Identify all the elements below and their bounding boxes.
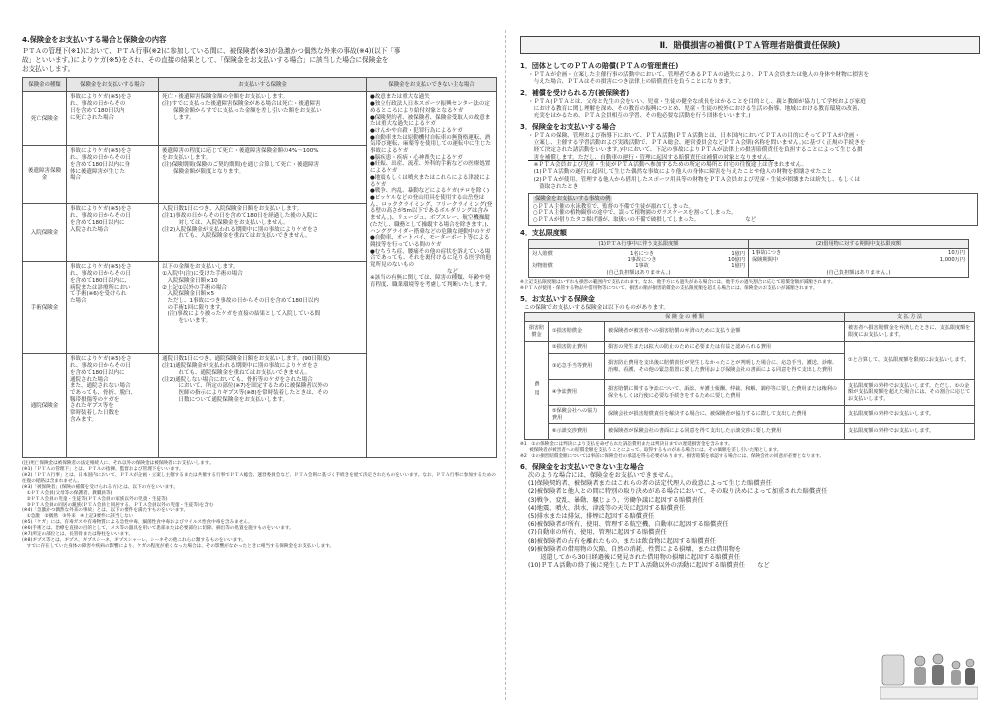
text-line: における教育に関し理解を深め、その教育の振興につとめ、児童・生徒の校外における生活の指導、地域における教育環境の改善、 — [528, 105, 864, 112]
text-line: この保険でお支払いする保険金は以下のものがあります。 — [524, 304, 669, 311]
list-item: (3)戦争、変乱、暴動、騒じょう、労働争議に起因する賠償責任 — [528, 496, 704, 504]
cell-line: 病院または診療所におい — [70, 284, 131, 291]
lead-line: 故」といいます。)によりケガ(※5)をされ、その直接の結果として、「保険金をお支払いする場合」に該当した場合に保険金を — [22, 55, 389, 64]
table-row — [525, 424, 975, 440]
limit-head-borrowed: (2)借用物に対する期間中支払限度額 — [749, 239, 969, 248]
cell-line: 靱帯損傷等のケガを — [70, 396, 120, 403]
footnote: (※5)「ケガ」には、有毒ガスや有毒物質による急性中毒、細菌性食中毒およびウイルス性食中毒を含みません。 — [22, 520, 253, 526]
footnote: ①ＰＴＡ会員(父母等の保護者、教職員等) — [22, 490, 113, 496]
exclusion-item: ●自動車または原動機付自転車の無資格運転、酒気帯び運転、麻薬等を使用しての運転中に生じた事故によるケガ — [370, 134, 492, 155]
column-divider — [505, 30, 506, 700]
cell-line: します。 — [162, 114, 195, 121]
section-title-insurance-payment: 4.保険金をお支払いする場合と保険金の内容 — [22, 35, 167, 44]
table-header-row — [525, 312, 975, 321]
pay-method: 支払限度額の外枠でお支払いします。 — [845, 424, 975, 440]
heading-insured: 2．補償を受けられる方(被保険者) — [520, 89, 630, 98]
exclusion-note: ※該当の有無に関しては、障害の種類、年齢や発育程度、職業環境等を考慮して判断いたします。 — [370, 275, 491, 289]
cell-line: れても、通院保険金を重ねてはお支払いできません。 — [162, 369, 311, 376]
left-column — [22, 36, 496, 550]
limit-unit: 1名につき — [630, 250, 655, 257]
footnote: (※1)「ＰＴＡの管理下」とは、ＰＴＡの指揮、監督および管理下をいいます。 — [22, 467, 184, 473]
cell-line: れ、事故の日からその日 — [70, 271, 131, 278]
cell-line: (注)すでに支払った後遺障害保険金がある場合は死亡・後遺障害 — [162, 101, 321, 108]
pay-head-method: 支 払 方 法 — [845, 312, 975, 321]
text-line: 充実をはかるため、ＰＴＡ会員相互の学習、その他必要な活動を行う団体をいいます。) — [528, 113, 751, 120]
text-block — [528, 72, 978, 87]
example-line: ○ＰＴＡ主催の植物観察の途中で、誤って植物園のガラスケースを割ってしまった。 — [533, 210, 737, 217]
pay-desc: 保険会社が損害賠償責任を解決する場合に、被保険者が協力するに際して支出した費用 — [605, 406, 845, 424]
cell-line: 入院保険金日額×5 — [162, 291, 215, 298]
exclusion-item: ●地震もしくは噴火またはこれらによる津波によるケガ — [370, 174, 491, 188]
note-line: ※上記支払限度額はいずれも損害の範囲内で支払われます。なお、他手方にも過失がある場合には、他手方の過失割合に応じて賠償金額が減額されます。 — [520, 280, 836, 286]
note-line: ※1 ①の保険金には判決により支払を命ぜられた訴訟費用または判決日までの遅延損害金を含みます。 — [520, 442, 733, 448]
row-when — [67, 92, 159, 146]
list-item: (9)被保険者の借用物の欠陥、自然の消耗、性質による損壊、または借用物を — [528, 545, 741, 553]
pay-item: ②損害防止費用 — [549, 342, 605, 354]
cell-line: ただし、1事故につき事故の日からその日を含めて180日以内 — [162, 297, 319, 304]
cell-line: れ、事故の日からその — [70, 101, 126, 108]
pay-item: ⑤保険会社への協力費用 — [549, 406, 605, 424]
cell-line: の手術1回に限ります。 — [162, 304, 226, 311]
pay-method: 支払限度額の外枠でお支払いします。ただし、①の金額が支払限度額を超えた場合には、その割合に応じてお支払いします。 — [845, 380, 975, 406]
cell-line: 以下の金額をお支払いします。 — [162, 264, 239, 271]
cell-line: れ、事故の日からその日 — [70, 213, 131, 220]
non-payment-list — [528, 480, 978, 570]
cell-line: ②上記①以外の手術の場合 — [162, 284, 227, 291]
cell-line: に死亡された場合 — [70, 114, 115, 121]
list-item: (8)被保険者の占有を離れたもの、または飲食物に起因する賠償責任 — [528, 537, 716, 545]
table-row — [525, 380, 975, 406]
note-line: 被保険者が被害者への賠償金額を支払うことによって、取得するものがある場合には、その価額を差し引いた額とします。 — [520, 447, 782, 453]
cell-line: をお支払いします。 — [162, 155, 212, 162]
table-row — [23, 92, 497, 146]
note-line: ※ＰＴＡが使用・保管する物品や借用物等について、損害の額が損害賠償金の支払限度額を超える場合には、保険金のお支払いが減額されます。 — [520, 286, 818, 292]
exclusion-item: ●故意または重大な過失 — [370, 94, 430, 101]
exclusion-item: など — [370, 268, 459, 275]
cell-line: において、所定の部位(※7)を固定するために被保険者以外の — [162, 383, 329, 390]
row-amount — [159, 92, 367, 146]
cell-line: ①入院中(注)に受けた手術の場合 — [162, 271, 243, 278]
heading-pta-liability: 1．団体としてのＰＴＡの賠償(ＰＴＡの管理責任) — [520, 62, 679, 70]
limit-unit: 保険期間中 — [752, 256, 778, 263]
footnote: (※8)ギプス等とは、ギプス、ギプスシーネ、ギプスシャーレ、シーネその他これらに類するものをいいます。 — [22, 537, 247, 543]
cell-line: (注)事故により被ったケガを直接の結果として入院している間 — [162, 311, 321, 318]
cell-line: た場合 — [70, 297, 87, 304]
limit-value: 1億円 — [731, 263, 745, 270]
list-item: (2)被保険者と他人との間に特別の取り決めがある場合において、その取り決めによって加重された賠償責任 — [528, 488, 828, 496]
exclusion-item: ●保険契約者、被保険者、保険金受取人の故意または重大な過失によるケガ — [370, 114, 491, 128]
pay-group: 損害賠償金 — [525, 322, 549, 342]
cell-line: 死亡・後遺障害保険金額の全額をお支払いします。 — [162, 94, 289, 101]
insurance-benefit-table — [22, 77, 497, 458]
list-item: (1)保険契約者、被保険者またはこれらの者の法定代理人の故意によって生じた賠償責任 — [528, 480, 772, 488]
cell-line: を含めて180日以内に、 — [70, 277, 130, 284]
cell-line: (注2)通院しない場合においても、骨折等のケガをされた場合 — [162, 376, 313, 383]
cell-line: 含みます。 — [70, 416, 98, 423]
cell-line: れ、事故の日からその日 — [70, 363, 131, 370]
exclusion-item: ●自動車、オートバイ、モーターボート等による競技等を行っている間のケガ — [370, 235, 490, 248]
cell-line: れても、入院保険金を重ねてはお支払いできません。 — [162, 233, 311, 240]
cell-line: 入院保険金日額×10 — [162, 277, 218, 284]
cell-line: を含めて180日以内に — [70, 369, 125, 376]
person-body — [932, 665, 944, 685]
table-header-type: 保険金の種類 — [23, 78, 67, 92]
example-box — [528, 193, 978, 226]
footnote: (※4)「急激かつ偶然な外来の事故」とは、以下の要件を満たすものをいいます。 — [22, 508, 189, 514]
row-type-hospital: 入院保険金 — [23, 204, 67, 262]
limit-value: 1億円 — [731, 250, 745, 257]
table-header-row — [529, 239, 969, 248]
table-header-amount: お支払いする保険金 — [159, 78, 367, 92]
person-head — [933, 654, 943, 664]
cell-line: また、通院されない場合 — [70, 383, 131, 390]
cell-line: を含めて180日以内に — [70, 219, 125, 226]
child-head — [952, 661, 960, 669]
heading-non-payment: 6．保険金をお支払いできない主な場合 — [520, 462, 644, 471]
text-line: 次のような場合には、保険金をお支払いできません。 — [528, 472, 677, 480]
limit-label: 対物賠償 — [532, 263, 553, 270]
pay-head-type: 保 険 金 の 種 類 — [525, 312, 845, 321]
cell-line: 常時装着した日数を — [70, 410, 120, 417]
limit-value: 10万円 — [948, 250, 965, 257]
text-line: ・ＰＴＡ(ＰＴＡとは、父母と先生の会をいい、児童・生徒の健全な成長をはかることを目的とし、親と教師が協力して学校および家庭 — [528, 98, 866, 105]
section-lead — [22, 47, 496, 74]
text-line: ・ＰＴＡの保険、管理および指導下において、ＰＴＡ活動(ＰＴＡ活動とは、日本国内においてＰＴＡの目的にそってＰＴＡが企画・ — [528, 132, 861, 139]
section-banner: Ⅱ．賠償損害の補償(ＰＴＡ管理者賠償責任保険) — [520, 36, 980, 54]
exclusion-item: ●脳疾患・疾病・心神喪失によるケガ — [370, 154, 463, 161]
cell-line: 事故によりケガ(※5)をさ — [70, 356, 132, 363]
text-line: ・ＰＴＡが企画・立案した主催行事の活動中において、管理者であるＰＴＡの過失により、ＰＴＡ会員または他人の身体や財物に損害を — [528, 71, 870, 78]
cell-line: 日を含めて180日以内 — [70, 107, 125, 114]
text-block — [528, 133, 978, 191]
cell-line: 事故によりケガ(※5)をさ — [70, 206, 132, 213]
cell-line: 対しては、入院保険金をお支払いしません。 — [162, 219, 289, 226]
board-shape — [882, 655, 904, 685]
pay-method: 支払限度額の外枠でお支払いします。 — [845, 406, 975, 424]
cell-line: されたギプス等を — [70, 403, 114, 410]
text-line: 与えた場合、ＰＴＡはその損害につき法律上の賠償責任を負うことになります。 — [528, 78, 735, 85]
cell-line: 保険金額が限度となります。 — [162, 168, 245, 175]
footnote: (※7)所定の部位とは、長管骨または脊柱をいいます。 — [22, 531, 134, 537]
cell-line: れ、事故の日からその日 — [70, 155, 131, 162]
heading-limit: 4．支払限度額 — [520, 229, 567, 238]
footnote: すでに存在していた身体の障害や疾病の影響により、ケガの程度が重くなった場合は、その影響がなかったときに相当する保険金をお支払いします。 — [22, 543, 335, 549]
lead-line: お支払いします。 — [22, 64, 75, 73]
pay-item: ④争訟費用 — [549, 380, 605, 406]
footnote: (※6)手術とは、治療を直接の目的として、メス等の器具を用いて患部または必要部位に切除、摘出等の処置を施すものをいいます。 — [22, 526, 294, 532]
table-row — [529, 249, 969, 278]
text-line: (2)ＰＴＡが使用、管理する他人から借用したスポーツ用具等の財物をＰＴＡ会員および児童・生徒が損壊または紛失し、もしくは — [528, 176, 861, 183]
pay-desc: 損害の発生または拡大の防止のために必要または有益と認められる費用 — [605, 342, 845, 354]
example-box-title: 保険金をお支払いする事故の例 — [535, 196, 611, 203]
heading-paid-benefits: 5．お支払いする保険金 — [520, 295, 595, 304]
text-line: 立案し、主催する学習活動および実践活動で、ＰＴＡ総会、運営委員会などＰＴＡ会則(名称を問いません。)に基づく正規の手続きを — [528, 140, 866, 147]
limit-head-event: (1)ＰＴＡ行事中に伴う支払限度額 — [529, 239, 749, 248]
limit-unit: 1事故につき — [752, 250, 782, 257]
cell-line: であっても、骨折、脱臼、 — [70, 389, 136, 396]
pay-desc: 損害賠償に関する争訟について、訴訟、弁護士報酬、仲裁、和解、調停等に要した費用または権利の保全もしくは行使に必要な手続きをするために要した費用 — [605, 380, 845, 406]
ground-shape — [880, 687, 978, 699]
footnote: ③ＰＴＡ会員の同居の親族(ＰＴＡ会員と同居する、ＰＴＡ会員以外の児童・生徒等)を含む — [22, 502, 214, 508]
pay-desc: 被保険者が保険会社の書面による同意を得て支出した示談交渉に要した費用 — [605, 424, 845, 440]
limit-table — [528, 239, 969, 278]
cell-line: (注1)通院保険金が支払われる期間中に別の事故によりケガをさ — [162, 363, 319, 370]
limit-cell-event — [529, 249, 749, 278]
row-type-outpatient: 通院保険金 — [23, 354, 67, 458]
row-type-surgery: 手術保険金 — [23, 262, 67, 354]
left-footnotes — [22, 461, 496, 549]
cell-line: て手術(※6)を受けられ — [70, 291, 127, 298]
row-type-disability: 後遺障害保険金 — [23, 146, 67, 204]
limit-value: 10億円 — [728, 256, 745, 263]
cell-line: をいいます。 — [162, 318, 212, 325]
note-line: ※2 ①の損害賠償金額については事前に保険会社の承認を得る必要があります。損害賠償を承認する場合には、保険会社の同意が必要となります。 — [520, 453, 825, 459]
cell-line: 通院日数1日につき、通院保険金日額をお支払いします。(90日限度) — [162, 356, 331, 363]
footnote: (注)死亡保険金は被保険者の法定相続人に、それ以外の保険金は被保険者にお支払いします。 — [22, 461, 214, 467]
limit-notes — [520, 280, 978, 292]
list-item: (4)地震、噴火、洪水、津波等の天災に起因する賠償責任 — [528, 504, 686, 512]
list-item: (7)自動車の所有、使用、管理に起因する賠償責任 — [528, 529, 667, 537]
row-amount — [159, 262, 367, 354]
limit-foot: (自己負担額はありません。) — [826, 269, 891, 276]
table-row — [525, 322, 975, 342]
person-body — [914, 667, 926, 685]
footnote: (※2)「ＰＴＡ行事」とは、日本国内において、ＰＴＡが企画・立案し主催するまたは共催する行事でＰＴＡ総会、運営委員会など、ＰＴＡ会則に基づく手続きを経て決定されたものをいいます。なお、ＰＴＡ行事に参加するための往復の経路は含まれません。 — [22, 473, 496, 485]
cell-line: 事故によりケガ(※5)をさ — [70, 148, 132, 155]
list-item: 返還してから30日経過後に発見された借用物の損壊に起因する賠償責任 — [528, 553, 741, 561]
cell-line: 入院日数1日につき、入院保険金日額をお支払いします。 — [162, 206, 303, 213]
table-header-when: 保険金をお支払いする場合 — [67, 78, 159, 92]
cell-line: 医師の指示によりギプス等(※8)を常時装着したときは、その — [162, 389, 329, 396]
row-amount — [159, 204, 367, 262]
pay-group-costs: 費用 — [525, 342, 549, 440]
limit-cell-borrowed — [749, 249, 969, 278]
row-when — [67, 354, 159, 458]
lead-line: ＰＴＡの管理下(※1)において、ＰＴＡ行事(※2)に参加している間に、被保険者(※3)が急激かつ偶然な外来の事故(※4)(以下「事 — [22, 46, 401, 55]
example-line: ○ＰＴＡが借りたタコ揚げ器が、取扱いの不備で破損してしまった。 など — [533, 216, 757, 223]
pay-item: ⑥示談交渉費用 — [549, 424, 605, 440]
exclusion-item: ●ピッケルなどの登山用具を使用する山岳登はん、ロッククライミング、フリークライミング(登る壁の高さが5m以下であるボルダリングは含みません。)、リュージュ、ボブスレー、航空機操縦(ただし、職務として操縦する場合を除きます。)、ハンググライダー搭乗などの危険な運動中のケガ — [370, 195, 493, 235]
exclusion-item: ●むちうち症、腰痛その他の症状を訴えている場合であっても、それを裏付けるに足りる医学的他覚所見のないもの — [370, 248, 491, 269]
row-type-death: 死亡保険金 — [23, 92, 67, 146]
heading-payment-cases: 3．保険金をお支払いする場合 — [520, 123, 616, 132]
exclusion-item: ●けんかや自殺・犯罪行為によるケガ — [370, 127, 463, 134]
table-row — [525, 406, 975, 424]
child-body — [965, 668, 975, 685]
right-column — [520, 36, 978, 570]
exclusion-item: ●戦争、内乱、暴動などによるケガ(テロを除く) — [370, 188, 489, 195]
pay-method: ①と合算して、支払限度額を限度にお支払いします。 — [845, 342, 975, 380]
row-amount — [159, 146, 367, 204]
list-item: (10)ＰＴＡ活動の終了後に発生したＰＴＡ活動以外の活動に起因する賠償責任 など — [528, 562, 770, 570]
footnote: ②ＰＴＡ会員の児童・生徒等(ＰＴＡ会員の家族以外の児童・生徒等) — [22, 496, 168, 502]
text-line: (1)ＰＴＡ活動の遂行に起因して生じた偶然な事故により他人の身体に障害を与えたことや他人の財物を損壊させたこと — [528, 169, 833, 176]
text-line: 経て決定された諸活動をいいます。)中において、下記の事故によりＰＴＡが法律上の損害賠償責任を負担することによって生じる損 — [528, 147, 863, 154]
table-header-exclusions: 保険金をお支払いできない主な場合 — [367, 78, 497, 92]
child-head — [966, 659, 974, 667]
row-when — [67, 204, 159, 262]
text-line: 害を補償します。ただし、自動車の運行・管理に起因する賠償責任は補償の対象となりません。 — [528, 154, 775, 161]
exclusion-item: ●妊娠、出産、流産、外科的手術などの医療処置によるケガ — [370, 161, 491, 175]
cell-line: (注2)入院保険金が支払われる期間中に別の事故によりケガをさ — [162, 226, 319, 233]
exclusions-cell — [367, 92, 497, 458]
list-item: (6)被保険者が所有、使用、管理する航空機、自動車に起因する賠償責任 — [528, 521, 729, 529]
cell-line: 後遺障害の程度に応じて死亡・後遺障害保険金額の4%〜100% — [162, 148, 319, 155]
table-row — [525, 342, 975, 354]
text-line: 盗取されたとき — [528, 183, 579, 190]
people-illustration — [880, 645, 978, 701]
pay-item: ①損害賠償金 — [549, 322, 605, 342]
cell-line: 日数について通院保険金をお支払いします。 — [162, 396, 288, 403]
row-when — [67, 262, 159, 354]
row-amount — [159, 354, 367, 458]
pay-method: 被害者へ損害賠償金を弁済したときに、支払限度額を限度にお支払いします。 — [845, 322, 975, 342]
limit-label: 対人賠償 — [532, 250, 553, 257]
cell-line: (注1)事故の日からその日を含めて180日を経過した後の入院に — [162, 213, 318, 220]
cell-line: を含めて180日以内に身 — [70, 161, 130, 168]
text-block — [528, 99, 978, 121]
payment-notes — [520, 442, 978, 460]
cell-line: 事故によりケガ(※5)をさ — [70, 94, 132, 101]
pay-item: ③応急手当等費用 — [549, 354, 605, 380]
list-item: (5)排水または排気、排煙に起因する賠償責任 — [528, 513, 655, 521]
table-header-row — [23, 78, 497, 92]
footnote: (※3)「被保険者」(保険の補償を受けられる方)とは、以下の方をいいます。 — [22, 484, 178, 490]
cell-line: 体に後遺障害が生じた — [70, 168, 126, 175]
cell-line: 入院された場合 — [70, 226, 109, 233]
exclusion-item: ●独立行政法人日本スポーツ振興センター法の定めるところにより給付対象となるケガ — [370, 101, 490, 114]
person-head — [915, 656, 925, 666]
cell-line: 事故によりケガ(※5)をさ — [70, 264, 132, 271]
text-line: ※ＰＴＡ会員および児童・生徒がＰＴＡ活動へ参加するための所定の場所と自宅の往復途上は含まれません。 — [528, 161, 808, 168]
pay-desc: 被保険者が被害者への損害賠償の弁済のために支払う金額 — [605, 322, 845, 342]
cell-line: 保険金額からすでに支払った金額を差し引いた額をお支払い — [162, 107, 322, 114]
row-when — [67, 146, 159, 204]
limit-foot: (自己負担額はありません。) — [606, 269, 671, 276]
limit-unit: 1事故につき — [627, 256, 657, 263]
child-body — [951, 670, 961, 685]
limit-value: 1,000万円 — [939, 256, 965, 263]
cell-line: 場合 — [70, 175, 82, 182]
footnote: ①急激 ②偶然 ③外来 ④上記3要件に該当しない — [22, 514, 134, 520]
benefit-payment-table — [524, 312, 975, 440]
cell-line: 通院された場合 — [70, 376, 109, 383]
pay-desc: 損害防止費用を支出後に賠償責任が発生しなかったことが判明した場合に、応急手当、護送、診療、治療、看護、その他の緊急措置に要した費用および保険会社の書面による同意を得て支出した費用 — [605, 354, 845, 380]
limit-unit: 1事故 — [635, 263, 649, 270]
cell-line: (注)保険期間(保険のご契約期間)を通じ合算して死亡・後遺障害 — [162, 161, 320, 168]
example-line: ○ＰＴＡ主催の水泳教室で、監督の不備で生徒が溺れてしまった。 — [533, 203, 694, 210]
